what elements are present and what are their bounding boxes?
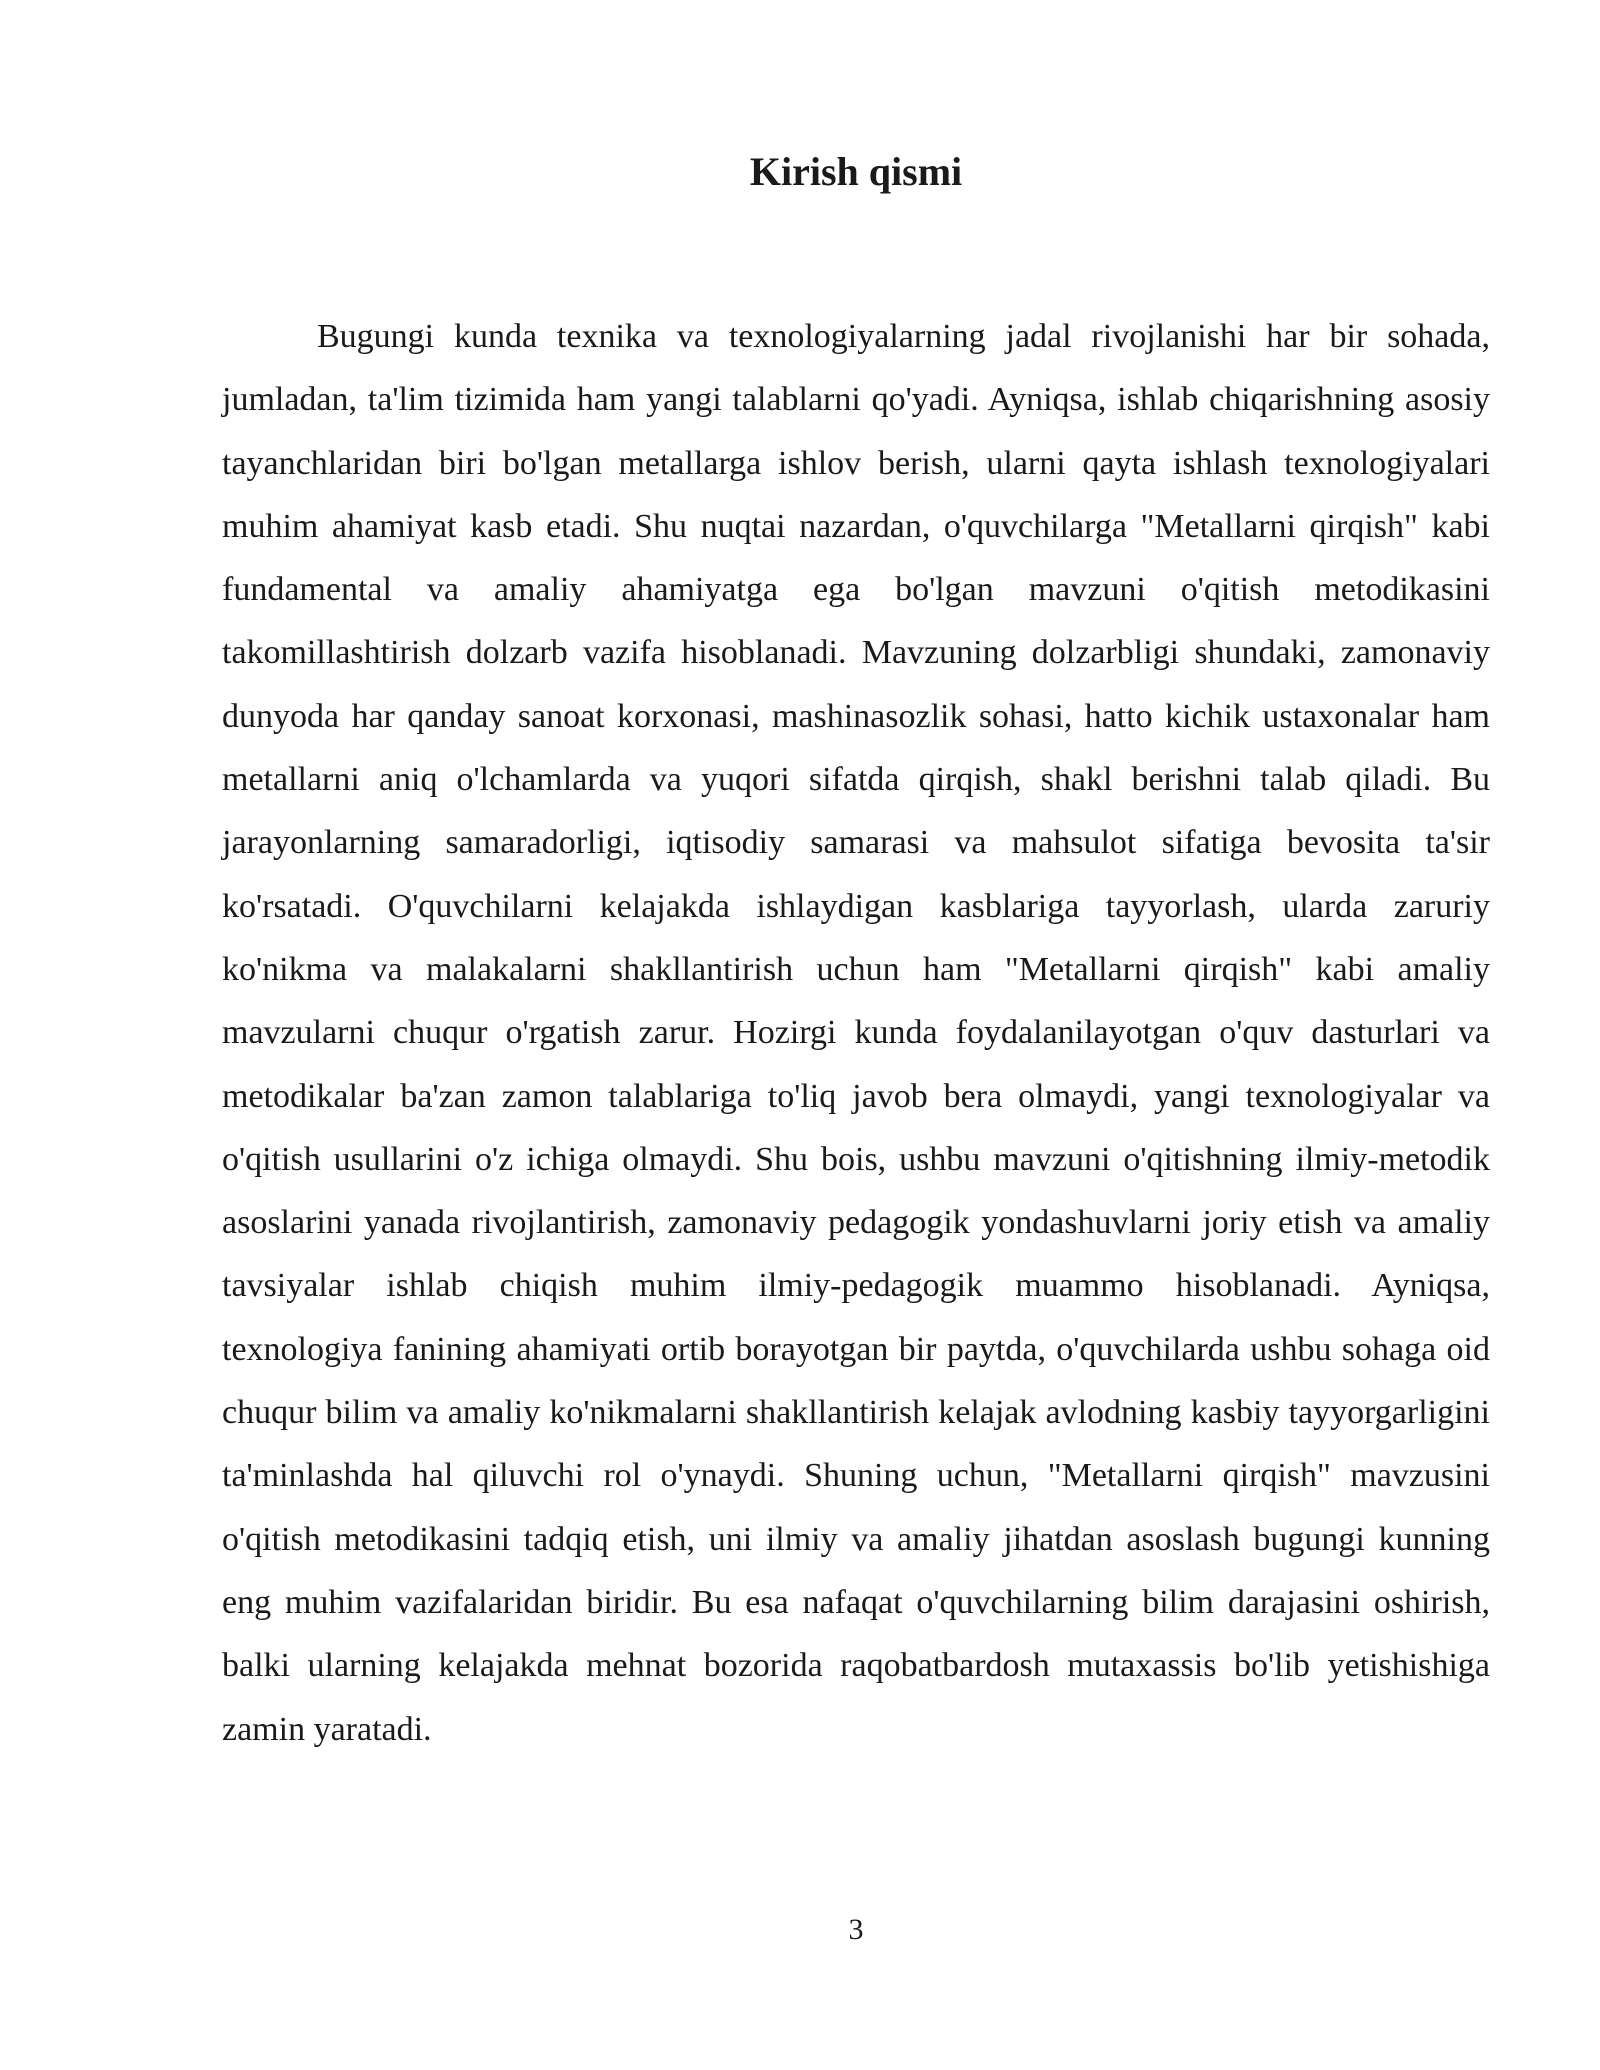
section-title: Kirish qismi	[749, 149, 963, 194]
page-number: 3	[848, 1913, 864, 1946]
body-paragraph: Bugungi kunda texnika va texnologiyalarning jadal rivojlanishi har bir sohada, jumladan, ta'lim tizimida ham yangi talablarni qo'yadi. Ayniqsa, ishlab chiqarishning asosiy tayanchlaridan biri bo'lgan metallarga ishlov berish, ularni qayta ishlash texnologiyalari muhim ahamiyat kasb etadi. Shu nuqtai nazardan, o'quvchilarga "Metallarni qirqish" kabi fundamental va amaliy ahamiyatga ega bo'lgan mavzuni o'qitish metodikasini takomillashtirish dolzarb vazifa hisoblanadi. Mavzuning dolzarbligi shundaki, zamonaviy dunyoda har qanday sanoat korxonasi, mashinasozlik sohasi, hatto kichik ustaxonalar ham metallarni aniq o'lchamlarda va yuqori sifatda qirqish, shakl berishni talab qiladi. Bu jarayonlarning samaradorligi, iqtisodiy samarasi va mahsulot sifatiga bevosita ta'sir ko'rsatadi. O'quvchilarni kelajakda ishlaydigan kasblariga tayyorlash, ularda zaruriy ko'nikma va malakalarni shakllantirish uchun ham "Metallarni qirqish" kabi amaliy mavzularni chuqur o'rgatish zarur. Hozirgi kunda foydalanilayotgan o'quv dasturlari va metodikalar ba'zan zamon talablariga to'liq javob bera olmaydi, yangi texnologiyalar va o'qitish usullarini o'z ichiga olmaydi. Shu bois, ushbu mavzuni o'qitishning ilmiy-metodik asoslarini yanada rivojlantirish, zamonaviy pedagogik yondashuvlarni joriy etish va amaliy tavsiyalar ishlab chiqish muhim ilmiy-pedagogik muammo hisoblanadi. Ayniqsa, texnologiya fanining ahamiyati ortib borayotgan bir paytda, o'quvchilarda ushbu sohaga oid chuqur bilim va amaliy ko'nikmalarni shakllantirish kelajak avlodning kasbiy tayyorgarligini ta'minlashda hal qiluvchi rol o'ynaydi. Shuning uchun, "Metallarni qirqish" mavzusini o'qitish metodikasini tadqiq etish, uni ilmiy va amaliy jihatdan asoslash bugungi kunning eng muhim vazifalaridan biridir. Bu esa nafaqat o'quvchilarning bilim darajasini oshirish, balki ularning kelajakda mehnat bozorida raqobatbardosh mutaxassis bo'lib yetishishiga zamin yaratadi.	[222, 318, 1490, 1748]
